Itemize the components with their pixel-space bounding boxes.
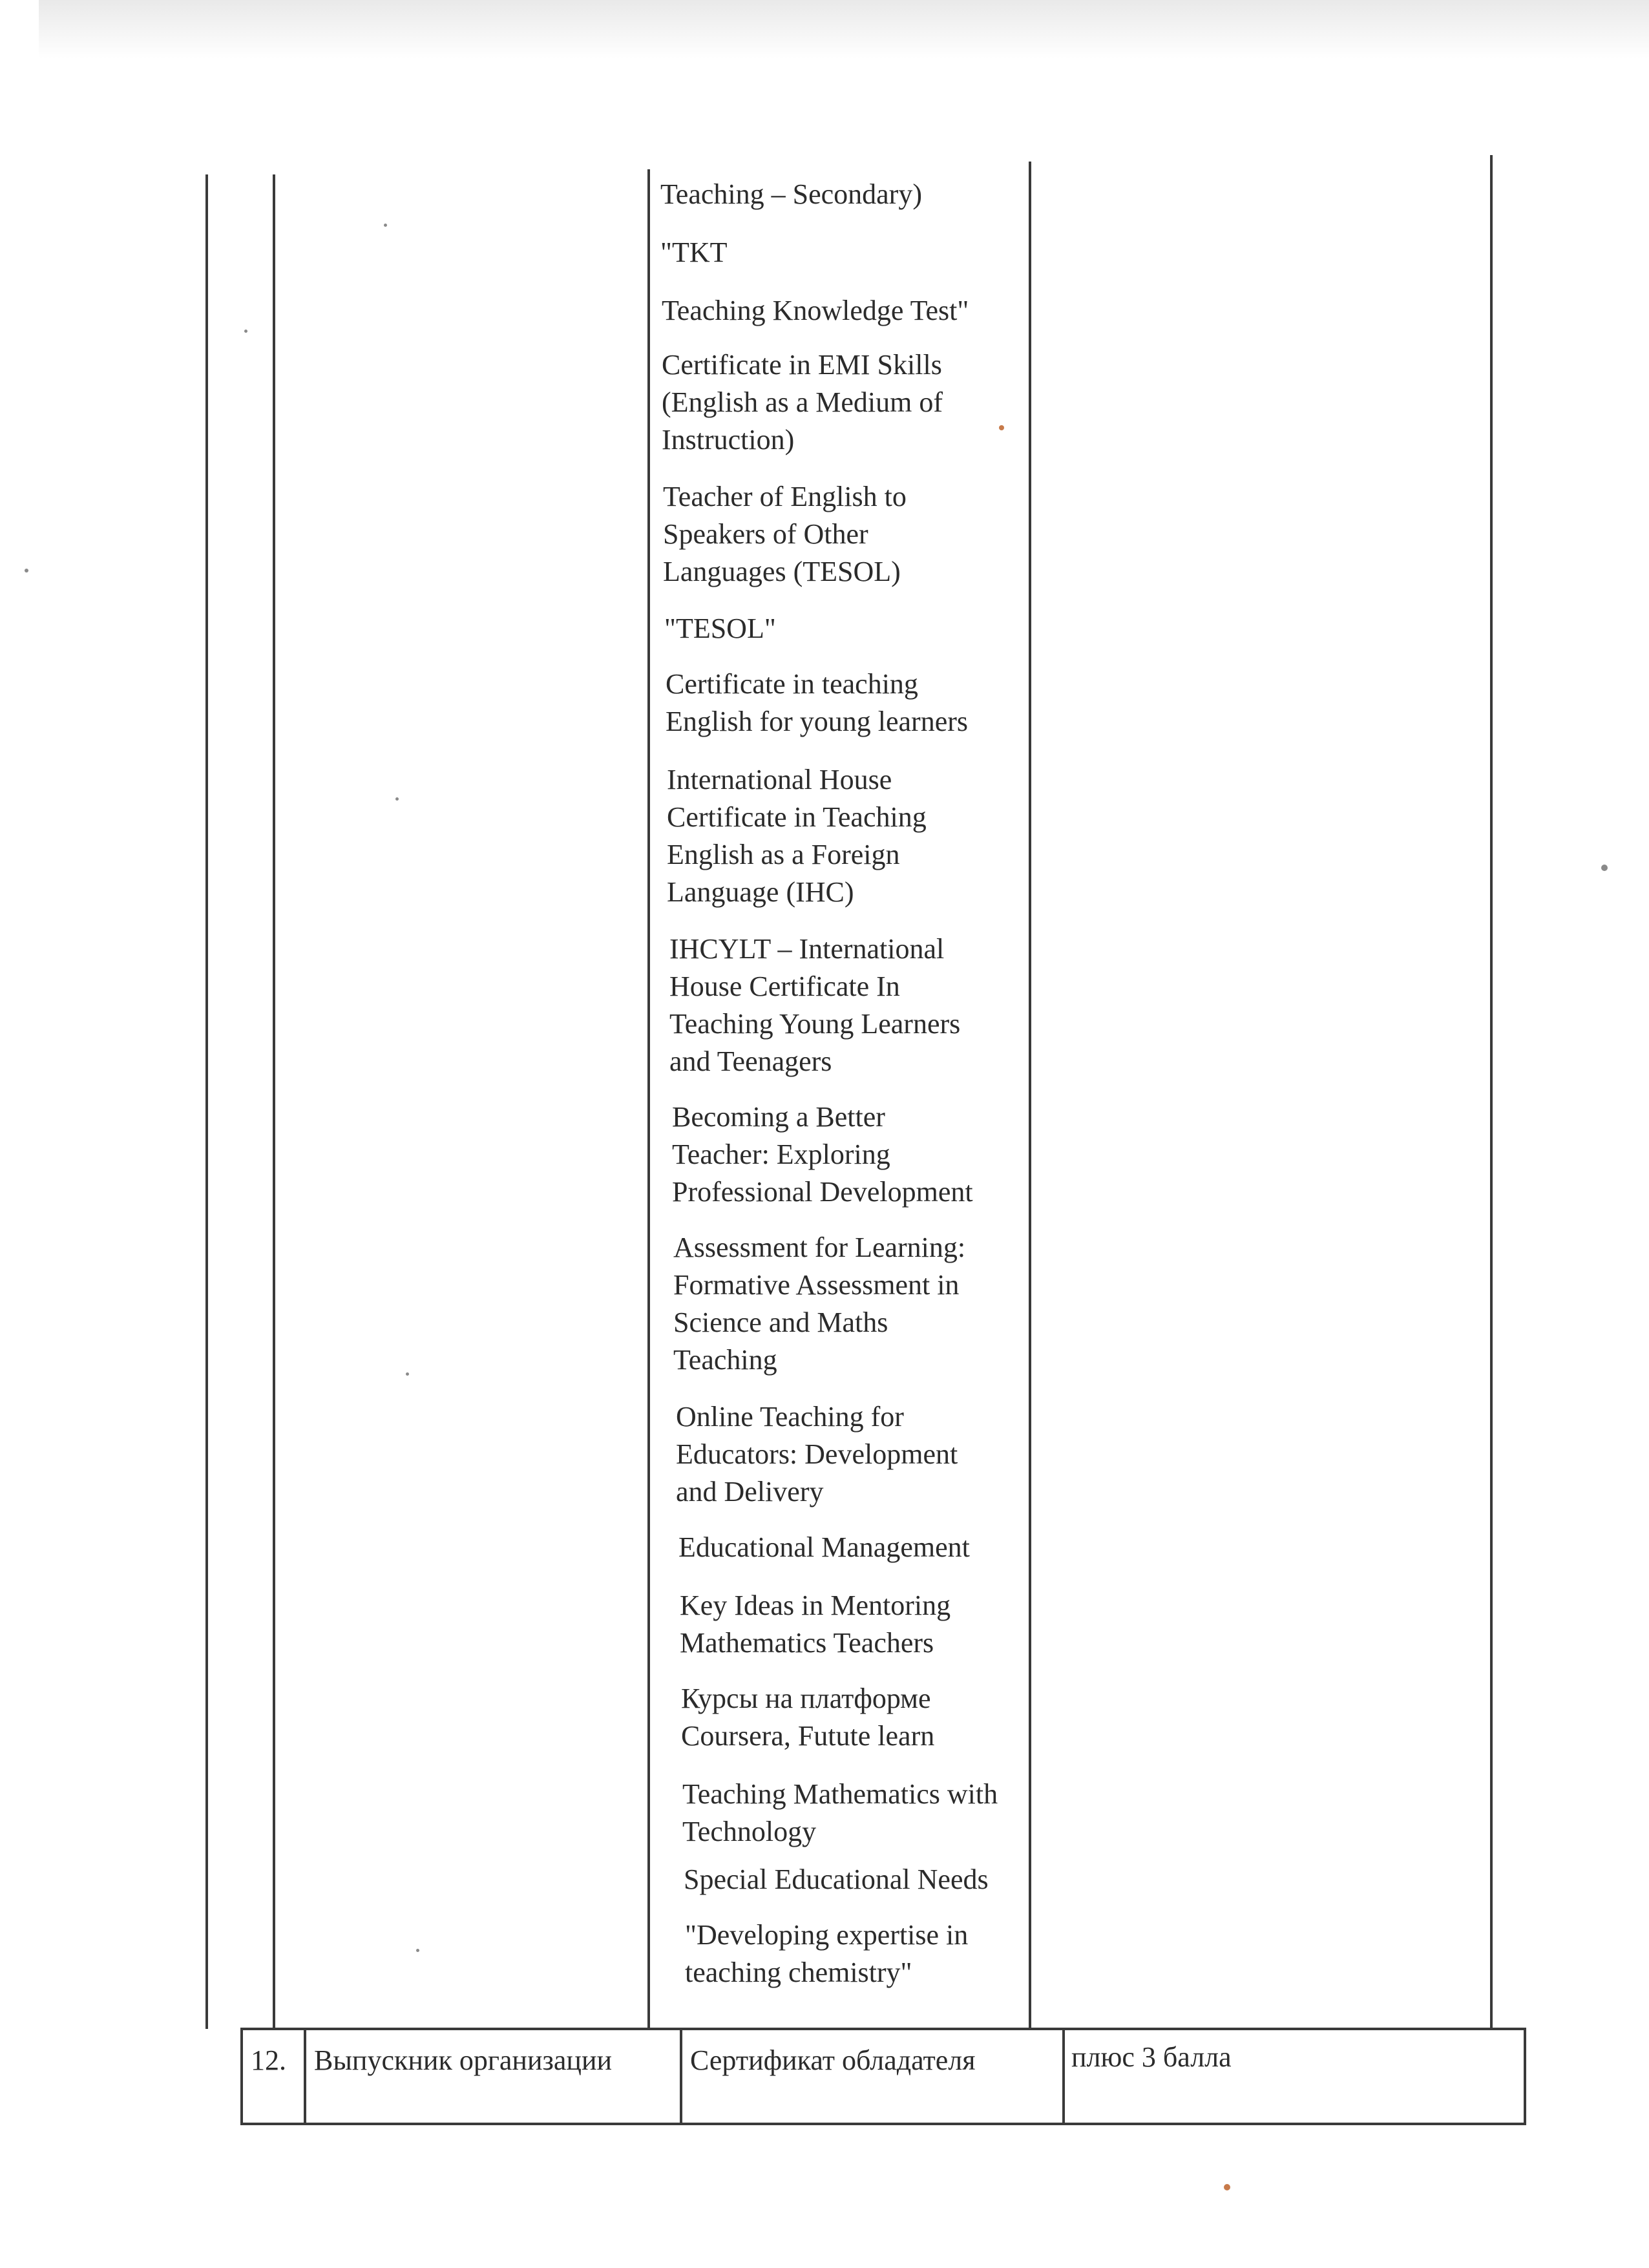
certificate-item: Teacher of English to Speakers of Other Languages (TESOL) bbox=[663, 481, 907, 587]
row12-document: Сертификат обладателя bbox=[690, 2044, 976, 2076]
certificate-item: Certificate in EMI Skills (English as a Medium of Instruction) bbox=[662, 349, 943, 456]
certificate-item: Certificate in teaching English for young learners bbox=[666, 668, 968, 737]
border-col-3 bbox=[647, 169, 650, 2029]
border-col-2 bbox=[273, 174, 275, 2029]
certificate-item: "TKT bbox=[660, 236, 728, 268]
certificate-item: "TESOL" bbox=[664, 613, 776, 644]
certificate-item: International House Certificate in Teaching English as a Foreign Language (IHC) bbox=[667, 764, 927, 908]
certificate-item: Teaching Knowledge Test" bbox=[662, 295, 969, 326]
certificate-item: Teaching – Secondary) bbox=[660, 178, 922, 210]
row12-number: 12. bbox=[251, 2044, 286, 2076]
row12-border-b bbox=[680, 2028, 682, 2125]
row12-criterion: Выпускник организации bbox=[314, 2044, 613, 2076]
certificate-item: "Developing expertise in teaching chemistry" bbox=[685, 1919, 969, 1988]
scan-speck bbox=[999, 425, 1004, 430]
scan-speck bbox=[416, 1949, 419, 1952]
scan-speck bbox=[395, 797, 399, 801]
border-col-5 bbox=[1490, 155, 1493, 2029]
scan-speck bbox=[1224, 2184, 1230, 2190]
certificate-item: IHCYLT – International House Certificate In Teaching Young Learners and Teenagers bbox=[669, 933, 961, 1077]
certificate-item: Becoming a Better Teacher: Exploring Professional Development bbox=[672, 1101, 973, 1208]
certificate-item: Educational Management bbox=[678, 1531, 970, 1563]
scan-shadow bbox=[39, 0, 1649, 58]
row12-border-left bbox=[240, 2028, 243, 2125]
scan-speck bbox=[384, 224, 387, 227]
scan-speck bbox=[25, 569, 28, 572]
row12-border-a bbox=[304, 2028, 306, 2125]
row12-points: плюс 3 балла bbox=[1071, 2041, 1232, 2073]
certificate-item: Key Ideas in Mentoring Mathematics Teachers bbox=[680, 1590, 951, 1659]
certificate-item: Курсы на платформе Coursera, Futute learn bbox=[681, 1683, 935, 1752]
certificate-item: Teaching Mathematics with Technology bbox=[682, 1778, 998, 1847]
certificate-item: Assessment for Learning: Formative Assessment in Science and Maths Teaching bbox=[673, 1232, 966, 1376]
scan-speck bbox=[406, 1372, 409, 1376]
row12-bottom-border bbox=[240, 2123, 1526, 2125]
row12-top-border bbox=[240, 2028, 1526, 2030]
certificate-item: Online Teaching for Educators: Development and Delivery bbox=[676, 1401, 958, 1507]
scan-speck bbox=[244, 330, 247, 333]
certificate-item: Special Educational Needs bbox=[684, 1864, 989, 1895]
border-col-1 bbox=[205, 174, 208, 2029]
border-col-4 bbox=[1029, 162, 1031, 2029]
row12-border-right bbox=[1524, 2028, 1526, 2125]
row12-border-c bbox=[1062, 2028, 1065, 2125]
scan-speck bbox=[1601, 865, 1608, 871]
